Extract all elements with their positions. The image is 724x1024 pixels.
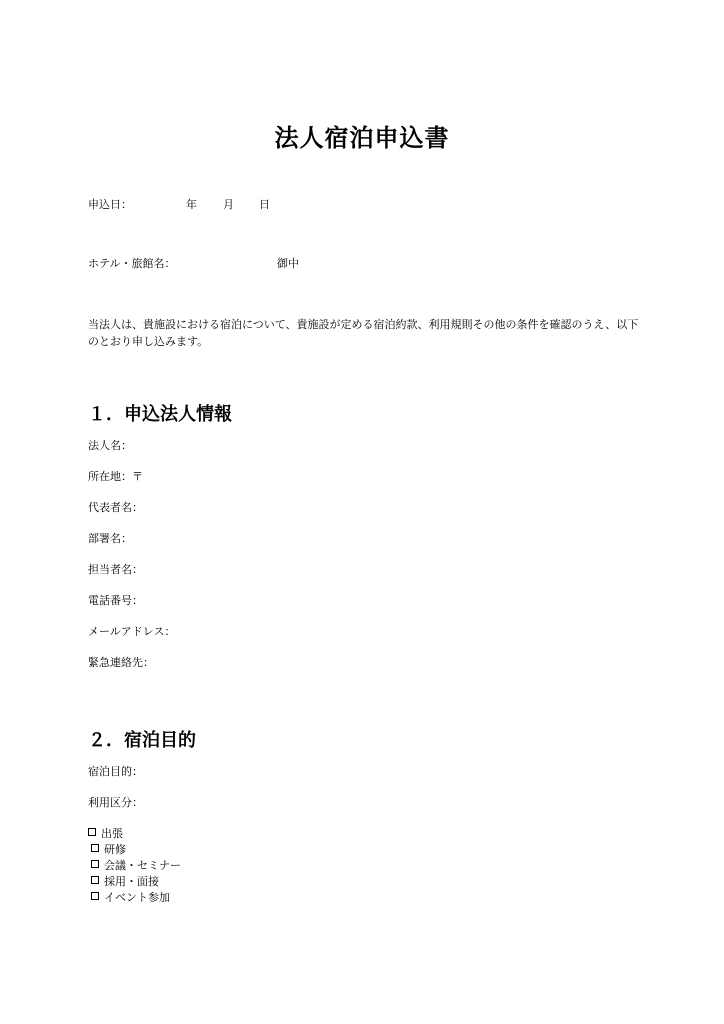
option-training[interactable]: 研修 [91, 842, 126, 858]
section2-heading: ２．宿泊目的 [88, 730, 196, 751]
page-title: 法人宿泊申込書 [274, 124, 450, 152]
option-meeting-seminar[interactable]: 会議・セミナー [91, 858, 181, 874]
checkbox-icon[interactable] [91, 892, 99, 900]
field-address: 所在地：〒 [88, 470, 143, 483]
date-label: 申込日： [88, 198, 132, 211]
field-purpose: 宿泊目的： [88, 765, 143, 778]
field-corporate-name: 法人名： [88, 439, 132, 452]
field-phone: 電話番号： [88, 594, 143, 607]
checkbox-icon[interactable] [91, 860, 99, 868]
option-recruitment-interview[interactable]: 採用・面接 [91, 874, 159, 890]
field-representative: 代表者名： [88, 501, 143, 514]
field-category: 利用区分： [88, 796, 143, 809]
field-contact-person: 担当者名： [88, 563, 143, 576]
hotel-label: ホテル・旅館名： [88, 257, 176, 270]
option-business-trip[interactable]: 出張 [88, 826, 123, 842]
date-year: 年 [186, 198, 197, 211]
checkbox-icon[interactable] [91, 844, 99, 852]
option-event-participation[interactable]: イベント参加 [91, 890, 170, 906]
field-emergency-contact: 緊急連絡先： [88, 656, 154, 669]
hotel-suffix: 御中 [277, 257, 299, 270]
intro-paragraph: 当法人は、貴施設における宿泊について、貴施設が定める宿泊約款、利用規則その他の条件を確認のうえ、以下のとおり申し込みます。 [88, 318, 639, 348]
date-month: 月 [223, 198, 234, 211]
date-day: 日 [259, 198, 270, 211]
field-email: メールアドレス： [88, 625, 176, 638]
checkbox-icon[interactable] [88, 828, 96, 836]
checkbox-icon[interactable] [91, 876, 99, 884]
section1-heading: １．申込法人情報 [88, 404, 232, 425]
field-department: 部署名： [88, 532, 132, 545]
